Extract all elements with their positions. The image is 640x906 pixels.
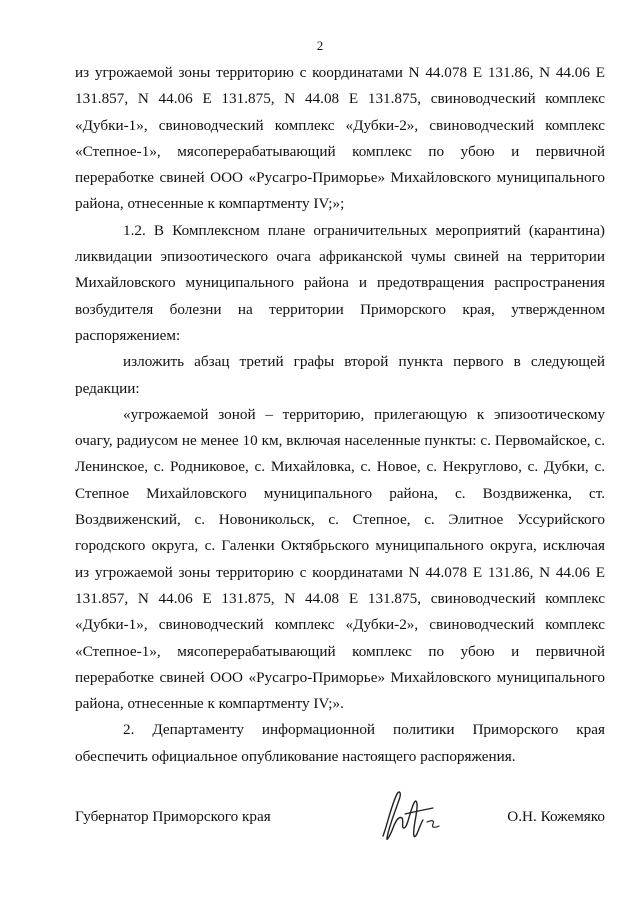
signatory-name: О.Н. Кожемяко: [507, 808, 605, 825]
paragraph-1-2: 1.2. В Комплексном плане ограничительных мероприятий (карантина) ликвидации эпизоотического очага африканской чумы свиней на территории Михайловского муниципального района и предотвращения распространения возбудителя болезни на территории Приморского края, утвержденном распоряжением:: [75, 221, 605, 344]
handwritten-signature: [365, 786, 455, 846]
document-body: [75, 60, 605, 770]
paragraph-exclusion-continuation: из угрожаемой зоны территорию с координатами N 44.078 E 131.86, N 44.06 E 131.857, N 44.06 E 131.875, N 44.08 E 131.875, свиноводческий комплекс «Дубки-1», свиноводческий комплекс «Дубки-2», свиноводческий комплекс «Степное-1», мясоперерабатывающий комплекс по убою и первичной переработке свиней ООО «Русагро-Приморье» Михайловского муниципального района, отнесенные к компартменту IV;»;: [75, 64, 605, 213]
paragraph-threatened-zone: «угрожаемой зоной – территорию, прилегающую к эпизоотическому очагу, радиусом не менее 10 км, включая населенные пункты: с. Первомайское, с. Ленинское, с. Родниковое, с. Михайловка, с. Новое, с. Некруглово, с. Дубки, с. Степное Михайловского муниципального района, с. Воздвиженка, ст. Воздвиженский, с. Новоникольск, с. Степное, с. Элитное Уссурийского городского округа, с. Галенки Октябрьского муниципального округа, исключая из угрожаемой зоны территорию с координатами N 44.078 E 131.86, N 44.06 E 131.857, N 44.06 E 131.875, N 44.08 E 131.875, свиноводческий комплекс «Дубки-1», свиноводческий комплекс «Дубки-2», свиноводческий комплекс «Степное-1», мясоперерабатывающий комплекс по убою и первичной переработке свиней ООО «Русагро-Приморье» Михайловского муниципального района, отнесенные к компартменту IV;».: [75, 405, 605, 713]
page-number: 2: [316, 38, 324, 53]
signature-block: [75, 808, 605, 848]
signatory-title: Губернатор Приморского края: [75, 808, 271, 825]
paragraph-2-publication: 2. Департаменту информационной политики Приморского края обеспечить официальное опубликование настоящего распоряжения.: [75, 721, 605, 765]
paragraph-amend-instruction: изложить абзац третий графы второй пункта первого в следующей редакции:: [75, 353, 605, 397]
